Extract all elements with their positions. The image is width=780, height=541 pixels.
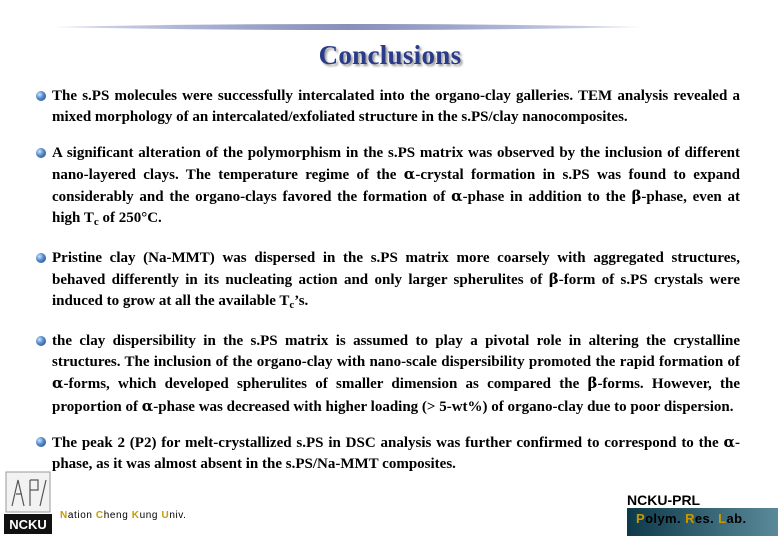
university-name [60, 510, 187, 521]
ncku-logo [4, 470, 52, 536]
bullet-text-part: -crystal formation in s.PS was found to expand considerably and the organo-clays favored the formation of [52, 166, 740, 206]
alpha-symbol: α [52, 374, 64, 393]
bullet-icon [36, 91, 46, 101]
footer-word-rest: olym. [645, 511, 682, 526]
alpha-symbol: α [723, 432, 735, 451]
bullet-text-part: Pristine clay (Na-MMT) was dispersed in the s.PS matrix more coarsely with aggregated structures, behaved differently in its nucleating action and only larger spherulites of [52, 249, 740, 289]
bullet-icon [36, 336, 46, 346]
bullet-icon [36, 148, 46, 158]
bullet-text-part: -phase in addition to the [462, 189, 632, 206]
lab-full-name [636, 511, 746, 526]
logo-text: NCKU [9, 517, 47, 532]
footer-word-rest: es. [694, 511, 715, 526]
footer-word-rest: ation [67, 510, 93, 521]
bullet-text-part: -forms. However, the proportion of [52, 376, 740, 415]
footer-initial: U [161, 510, 170, 521]
conclusion-item [36, 331, 740, 418]
bullet-text-part: -forms, which developed spherulites of smaller dimension as compared the [63, 376, 588, 393]
bullet-icon [36, 253, 46, 263]
conclusion-item [36, 432, 740, 476]
footer-initial: L [718, 511, 727, 526]
footer-word-rest: ung [139, 510, 159, 521]
bullet-icon [36, 437, 46, 447]
bullet-text-part: -phase, even at high T [52, 189, 740, 227]
beta-symbol: β [548, 270, 559, 289]
subscript-c: c [93, 216, 99, 229]
lab-short-name: NCKU-PRL [627, 492, 701, 508]
bullet-text-part: -phase was decreased with higher loading (> 5-wt%) of organo-clay due to poor dispersion. [153, 398, 734, 415]
footer-initial: K [131, 510, 140, 521]
bullet-text-part: A significant alteration of the polymorphism in the s.PS matrix was observed by the inclusion of different nano-layered clays. The temperature regime of the [52, 144, 740, 183]
title-underline-bar [52, 20, 642, 34]
alpha-symbol: α [451, 187, 463, 206]
subscript-c: c [289, 299, 295, 312]
bullet-text-part: -phase, as it was almost absent in the s.PS/Na-MMT composites. [52, 434, 740, 473]
conclusion-item [36, 86, 740, 129]
bullet-text: The s.PS molecules were successfully intercalated into the organo-clay galleries. TEM analysis revealed a mixed morphology of an intercalated/exfoliated structure in the s.PS/clay nanocomposites. [52, 88, 740, 126]
bullet-text-part: ’s. [294, 293, 309, 310]
alpha-symbol: α [403, 164, 416, 183]
footer-initial: N [60, 510, 68, 521]
footer-initial: R [685, 511, 695, 526]
page-title: Conclusions [318, 40, 462, 70]
footer-word-rest: niv. [169, 510, 187, 521]
footer-initial: C [95, 510, 104, 521]
conclusion-list [36, 86, 740, 475]
footer-word-rest: heng [103, 510, 129, 521]
bullet-text-part: -form of s.PS crystals were induced to grow at all the available T [52, 272, 740, 310]
alpha-symbol: α [141, 396, 154, 415]
footer-word-rest: ab. [726, 511, 747, 526]
footer-initial: P [636, 511, 646, 526]
conclusion-item [36, 143, 740, 234]
bullet-text-part: The peak 2 (P2) for melt-crystallized s.PS in DSC analysis was further confirmed to correspond to the [52, 434, 724, 451]
bullet-text-part: of 250°C. [98, 210, 162, 227]
beta-symbol: β [587, 374, 598, 393]
beta-symbol: β [631, 187, 642, 206]
bullet-text-part: the clay dispersibility in the s.PS matrix is assumed to play a pivotal role in altering the crystalline structures. The inclusion of the organo-clay with nano-scale dispersibility promoted the rapid formation of [52, 332, 740, 370]
conclusion-item [36, 248, 740, 317]
